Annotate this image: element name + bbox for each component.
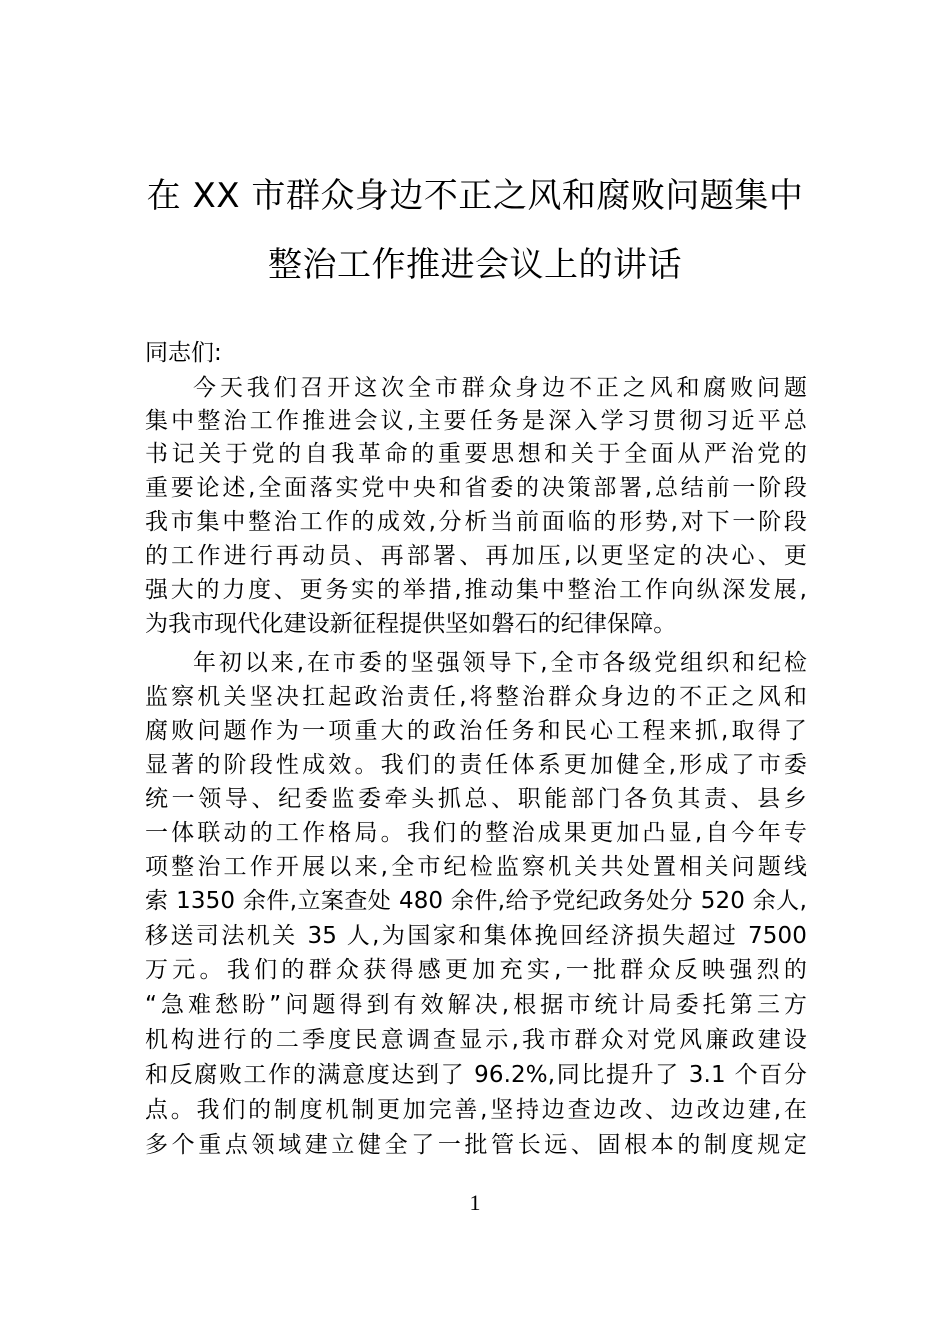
paragraph-1-line-2: 集中整治工作推进会议,主要任务是深入学习贯彻习近平总 [145, 408, 807, 434]
paragraph-1-line-6: 的工作进行再动员、再部署、再加压,以更坚定的决心、更 [145, 543, 807, 569]
paragraph-2-line-7: 项整治工作开展以来,全市纪检监察机关共处置相关问题线 [145, 854, 807, 880]
paragraph-2-line-1: 年初以来,在市委的坚强领导下,全市各级党组织和纪检 [193, 650, 807, 676]
paragraph-2-line-2: 监察机关坚决扛起政治责任,将整治群众身边的不正之风和 [145, 684, 807, 710]
paragraph-2-line-4: 显著的阶段性成效。我们的责任体系更加健全,形成了市委 [145, 752, 807, 778]
paragraph-2-line-9: 移送司法机关 35 人,为国家和集体挽回经济损失超过 7500 [145, 923, 807, 949]
document-title-line-2: 整治工作推进会议上的讲话 [268, 245, 682, 285]
paragraph-2-line-14: 点。我们的制度机制更加完善,坚持边查边改、边改边建,在 [145, 1097, 807, 1123]
salutation: 同志们: [145, 340, 222, 366]
paragraph-2-line-8: 索 1350 余件,立案查处 480 余件,给予党纪政务处分 520 余人, [145, 888, 807, 914]
paragraph-2-line-12: 机构进行的二季度民意调查显示,我市群众对党风廉政建设 [145, 1027, 807, 1053]
paragraph-2-line-3: 腐败问题作为一项重大的政治任务和民心工程来抓,取得了 [145, 718, 807, 744]
page-number: 1 [469, 1190, 481, 1215]
paragraph-2-line-11: “急难愁盼”问题得到有效解决,根据市统计局委托第三方 [145, 992, 807, 1018]
paragraph-1-line-7: 强大的力度、更务实的举措,推动集中整治工作向纵深发展, [145, 577, 807, 603]
paragraph-2-line-6: 一体联动的工作格局。我们的整治成果更加凸显,自今年专 [145, 820, 807, 846]
document-title-line-1: 在 XX 市群众身边不正之风和腐败问题集中 [146, 176, 804, 216]
paragraph-2-line-10: 万元。我们的群众获得感更加充实,一批群众反映强烈的 [145, 957, 807, 983]
paragraph-1-line-8: 为我市现代化建设新征程提供坚如磐石的纪律保障。 [145, 611, 677, 637]
paragraph-1-line-3: 书记关于党的自我革命的重要思想和关于全面从严治党的 [145, 441, 807, 467]
paragraph-1-line-5: 我市集中整治工作的成效,分析当前面临的形势,对下一阶段 [145, 509, 807, 535]
paragraph-2-line-13: 和反腐败工作的满意度达到了 96.2%,同比提升了 3.1 个百分 [145, 1062, 807, 1088]
paragraph-1-line-4: 重要论述,全面落实党中央和省委的决策部署,总结前一阶段 [145, 475, 807, 501]
paragraph-1-line-1: 今天我们召开这次全市群众身边不正之风和腐败问题 [193, 375, 807, 401]
paragraph-2-line-5: 统一领导、纪委监委牵头抓总、职能部门各负其责、县乡 [145, 786, 807, 812]
paragraph-2-line-15: 多个重点领域建立健全了一批管长远、固根本的制度规定 [145, 1132, 807, 1158]
